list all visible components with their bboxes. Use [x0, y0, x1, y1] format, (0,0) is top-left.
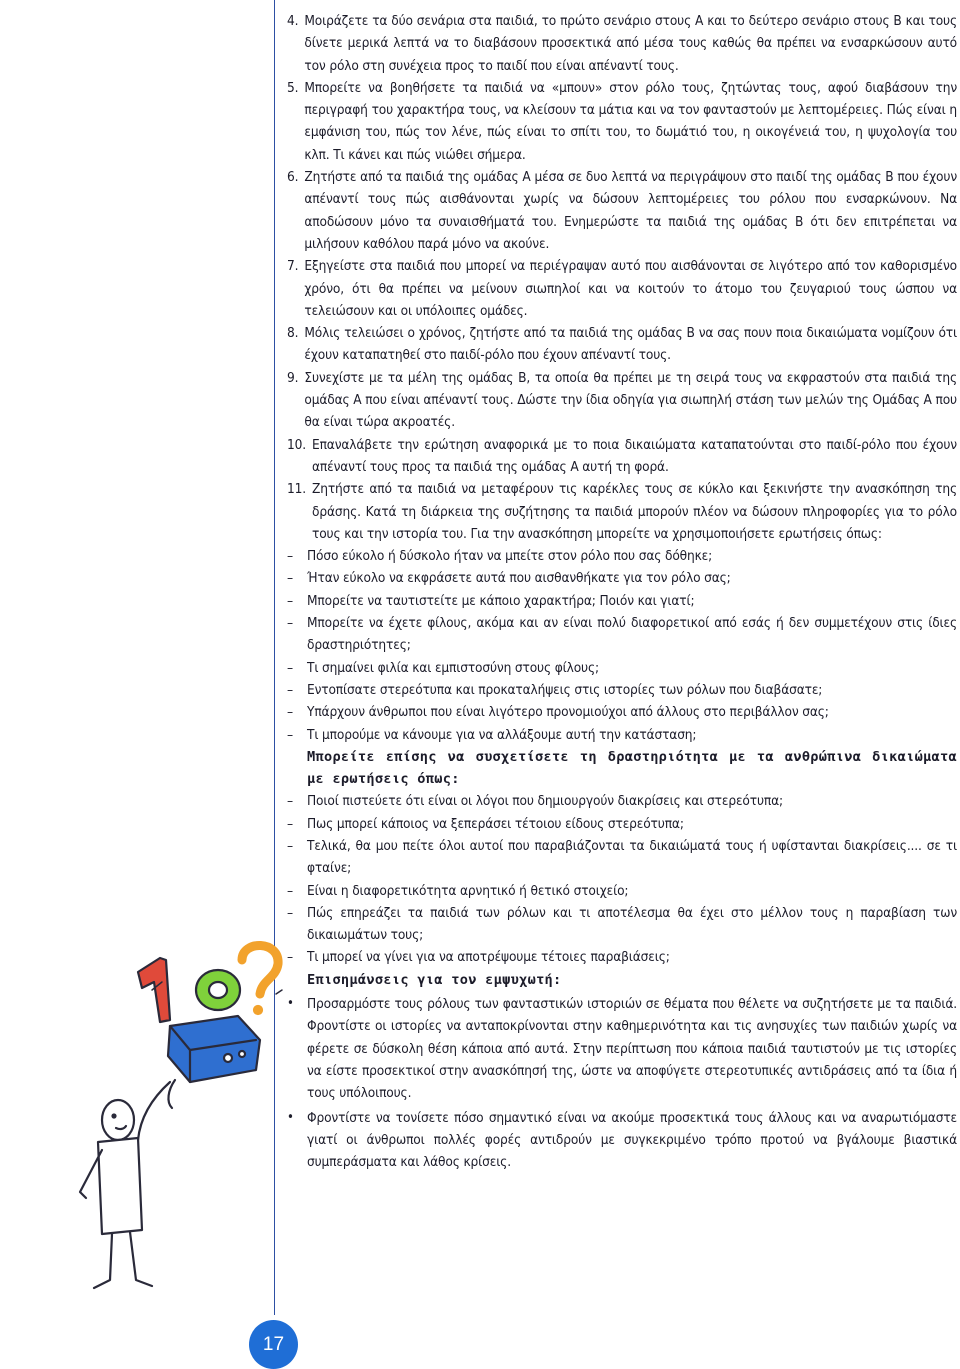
rights-question: – Είναι η διαφορετικότητα αρνητικό ή θετικό στοιχείο;: [287, 882, 629, 899]
step-text: Συνεχίστε με τα μέλη της ομάδας Β, τα οποία θα πρέπει με τη σειρά τους να εκφραστούν στα παιδιά της ομάδας Α που είναι απέναντί τους. Δώστε την ίδια οδηγία για σιωπηλή στάση των μελών της Ομάδας Α που θα είναι τώρα ακροατές.: [304, 369, 957, 431]
rights-question: – Τελικά, θα μου πείτε όλοι αυτοί που παραβιάζονται τα δικαιώματά τους ή υφίστανται διακρίσεις.... σε τι φταίνε;: [287, 837, 957, 877]
review-question: – Υπάρχουν άνθρωποι που είναι λιγότερο προνομιούχοι από άλλους στο περιβάλλον σας;: [287, 704, 829, 721]
rights-question: – Πώς επηρεάζει τα παιδιά των ρόλων και τι αποτέλεσμα θα έχει στο μέλλον τους η παραβίαση των δικαιωμάτων τους;: [287, 904, 957, 944]
facilitator-note: • Φροντίστε να τονίσετε πόσο σημαντικό είναι να ακούμε προσεκτικά τους άλλους και να αναρωτιόμαστε γιατί οι άνθρωποι πολλές φορές αντιδρούν με συγκεκριμένο τρόπο προτού να βγάλουμε βιαστικά συμπεράσματα και λάθος κρίσεις.: [287, 1109, 957, 1171]
review-question: – Πόσο εύκολο ή δύσκολο ήταν να μπείτε στον ρόλο που σας δόθηκε;: [287, 548, 713, 565]
activity-instructions: [287, 10, 957, 1173]
number-one-shape: [138, 958, 170, 1022]
step-item-10: 10. Επαναλάβετε την ερώτηση αναφορικά με το ποια δικαιώματα καταπατούνται στο παιδί-ρόλο που έχουν απέναντί τους προς τα παιδιά της ομάδας Α αυτή τη φορά.: [287, 434, 957, 479]
facilitator-notes-heading: Επισημάνσεις για τον εμψυχωτή:: [307, 971, 562, 988]
step-text: Επαναλάβετε την ερώτηση αναφορικά με το ποια δικαιώματα καταπατούνται στο παιδί-ρόλο που έχουν απέναντί τους προς τα παιδιά της ομάδας Α αυτή τη φορά.: [312, 436, 957, 475]
projector-shape: [168, 1016, 260, 1082]
human-rights-heading: Μπορείτε επίσης να συσχετίσετε τη δραστηριότητα με τα ανθρώπινα δικαιώματα με ερωτήσεις όπως:: [307, 748, 957, 788]
rights-question: – Τι μπορεί να γίνει για να αποτρέψουμε τέτοιες παραβιάσεις;: [287, 949, 670, 966]
step-text: Εξηγείστε στα παιδιά που μπορεί να περιέγραψαν αυτό που αισθάνονται σε λιγότερο από τον καθορισμένο χρόνο, ότι θα πρέπει να μείνουν σιωπηλοί και να κοιτούν το άτομο του ζευγαριού τους ώσπου να τελειώσουν και οι υπόλοιπες ομάδες.: [304, 258, 957, 319]
step-item-8: 8. Μόλις τελειώσει ο χρόνος, ζητήστε από τα παιδιά της ομάδας Β να σας πουν ποια δικαιώματα νομίζουν ότι έχουν καταπατηθεί στο παιδί-ρόλο που έχουν απέναντί τους.: [287, 322, 957, 367]
step-text: Μοιράζετε τα δύο σενάρια στα παιδιά, το πρώτο σενάριο στους Α και το δεύτερο σενάριο στους Β και τους δίνετε μερικά λεπτά να το διαβάσουν προσεκτικά από μέσα τους καθώς θα πρέπει να ενσαρκώσουν αυτό τον ρόλο στη συνέχεια προς το παιδί που είναι απέναντί τους.: [304, 13, 957, 74]
step-item-6: 6. Ζητήστε από τα παιδιά της ομάδας Α μέσα σε δυο λεπτά να περιγράψουν στο παιδί της ομάδας Β που έχουν απέναντί τους πώς αισθάνονται χωρίς να δώσουν λεπτομέρειες του ρόλου που ενσαρκώνουν. Να αποδώσουν μόνο τα συναισθήματά του. Ενημερώστε τα παιδιά της ομάδας Β ότι δεν επιτρέπεται να μιλήσουν καθόλου παρά μόνο να ακούνε.: [287, 166, 957, 255]
rights-question: – Ποιοί πιστεύετε ότι είναι οι λόγοι που δημιουργούν διακρίσεις και στερεότυπα;: [287, 793, 783, 810]
boy-head-shape: [102, 1100, 134, 1140]
rights-question: – Πως μπορεί κάποιος να ξεπεράσει τέτοιου είδους στερεότυπα;: [287, 815, 684, 832]
review-question: – Εντοπίσατε στερεότυπα και προκαταλήψεις στις ιστορίες των ρόλων που διαβάσατε;: [287, 681, 823, 698]
step-text: Ζητήστε από τα παιδιά να μεταφέρουν τις καρέκλες τους σε κύκλο και ξεκινήστε την ανασκόπηση της δράσης. Κατά τη διάρκεια της συζήτησης τα παιδιά μπορούν πλέον να δώσουν πληροφορίες για το ρόλο τους και την ιστορία του. Για την ανασκόπηση μπορείτε να χρησιμοποιήσετε ερωτήσεις όπως:: [312, 481, 957, 542]
step-text: Μόλις τελειώσει ο χρόνος, ζητήστε από τα παιδιά της ομάδας Β να σας πουν ποια δικαιώματα νομίζουν ότι έχουν καταπατηθεί στο παιδί-ρόλο που έχουν απέναντί τους.: [304, 325, 957, 364]
step-item-5: 5. Μπορείτε να βοηθήσετε τα παιδιά να «μπουν» στον ρόλο τους, ζητώντας τους, αφού διαβάσουν την περιγραφή του χαρακτήρα τους, να κλείσουν τα μάτια και να τον φανταστούν με λεπτομέρειες. Πώς είναι η εμφάνιση του, πώς τον λένε, πώς είναι το σπίτι του, το δωμάτιό του, η οικογένειά του, η ψυχολογία του κλπ. Τι κάνει και πώς νιώθει σήμερα.: [287, 77, 957, 166]
page-number-badge: 17: [249, 1320, 298, 1369]
facilitator-note: • Προσαρμόστε τους ρόλους των φανταστικών ιστοριών σε θέματα που θέλετε να συζητήσετε με τα παιδιά. Φροντίστε οι ιστορίες να ανταποκρίνονται στην καθημερινότητα και τις ανησυχίες των παιδιών χωρίς να φέρετε σε δύσκολη θέση κάποια από αυτά. Στην περίπτωση που κάποια παιδιά ταυτιστούν με τις ιστορίες να είστε προσεκτικοί στην ανασκόπησή της, ώστε να αποφύγετε στερεοτυπικές αντιδράσεις από τα ίδια ή τους υπόλοιπους.: [287, 996, 957, 1102]
review-question: – Ήταν εύκολο να εκφράσετε αυτά που αισθανθήκατε για τον ρόλο σας;: [287, 570, 731, 587]
step-item-11: 11. Ζητήστε από τα παιδιά να μεταφέρουν τις καρέκλες τους σε κύκλο και ξεκινήστε την ανασκόπηση της δράσης. Κατά τη διάρκεια της συζήτησης τα παιδιά μπορούν πλέον να δώσουν πληροφορίες για το ρόλο τους και την ιστορία του. Για την ανασκόπηση μπορείτε να χρησιμοποιήσετε ερωτήσεις όπως:: [287, 478, 957, 545]
step-text: Ζητήστε από τα παιδιά της ομάδας Α μέσα σε δυο λεπτά να περιγράψουν στο παιδί της ομάδας Β που έχουν απέναντί τους πώς αισθάνονται χωρίς να δώσουν λεπτομέρειες του ρόλου που ενσαρκώνουν. Να αποδώσουν μόνο τα συναισθήματά του. Ενημερώστε τα παιδιά της ομάδας Β ότι δεν επιτρέπεται να μιλήσουν καθόλου παρά μόνο να ακούνε.: [304, 169, 957, 252]
review-question: – Μπορείτε να ταυτιστείτε με κάποιο χαρακτήρα; Ποιόν και γιατί;: [287, 592, 695, 609]
step-item-4: 4. Μοιράζετε τα δύο σενάρια στα παιδιά, το πρώτο σενάριο στους Α και το δεύτερο σενάριο στους Β και τους δίνετε μερικά λεπτά να το διαβάσουν προσεκτικά από μέσα τους καθώς θα πρέπει να ενσαρκώσουν αυτό τον ρόλο στη συνέχεια προς το παιδί που είναι απέναντί τους.: [287, 10, 957, 77]
review-question: – Τι σημαίνει φιλία και εμπιστοσύνη στους φίλους;: [287, 659, 599, 676]
step-item-9: 9. Συνεχίστε με τα μέλη της ομάδας Β, τα οποία θα πρέπει με τη σειρά τους να εκφραστούν στα παιδιά της ομάδας Α που είναι απέναντί τους. Δώστε την ίδια οδηγία για σιωπηλή στάση των μελών της Ομάδας Α που θα είναι τώρα ακροατές.: [287, 367, 957, 434]
step-item-7: 7. Εξηγείστε στα παιδιά που μπορεί να περιέγραψαν αυτό που αισθάνονται σε λιγότερο από τον καθορισμένο χρόνο, ότι θα πρέπει να μείνουν σιωπηλοί και να κοιτούν το άτομο του ζευγαριού τους ώσπου να τελειώσουν και οι υπόλοιπες ομάδες.: [287, 255, 957, 322]
step-text: Μπορείτε να βοηθήσετε τα παιδιά να «μπουν» στον ρόλο τους, ζητώντας τους, αφού διαβάσουν την περιγραφή του χαρακτήρα τους, να κλείσουν τα μάτια και να τον φανταστούν με λεπτομέρειες. Πώς είναι η εμφάνιση του, πώς τον λένε, πώς είναι το σπίτι του, το δωμάτιό του, η οικογένειά του, η ψυχολογία του κλπ. Τι κάνει και πώς νιώθει σήμερα.: [304, 79, 957, 163]
boy-with-projector-illustration: [20, 930, 285, 1310]
boy-body-shape: [98, 1138, 142, 1234]
review-question: – Τι μπορούμε να κάνουμε για να αλλάξουμε αυτή την κατάσταση;: [287, 726, 697, 743]
question-mark-shape: [242, 945, 278, 994]
review-question: – Μπορείτε να έχετε φίλους, ακόμα και αν είναι πολύ διαφορετικοί από εσάς ή δεν συμμετέχουν στις ίδιες δραστηριότητες;: [287, 615, 957, 654]
